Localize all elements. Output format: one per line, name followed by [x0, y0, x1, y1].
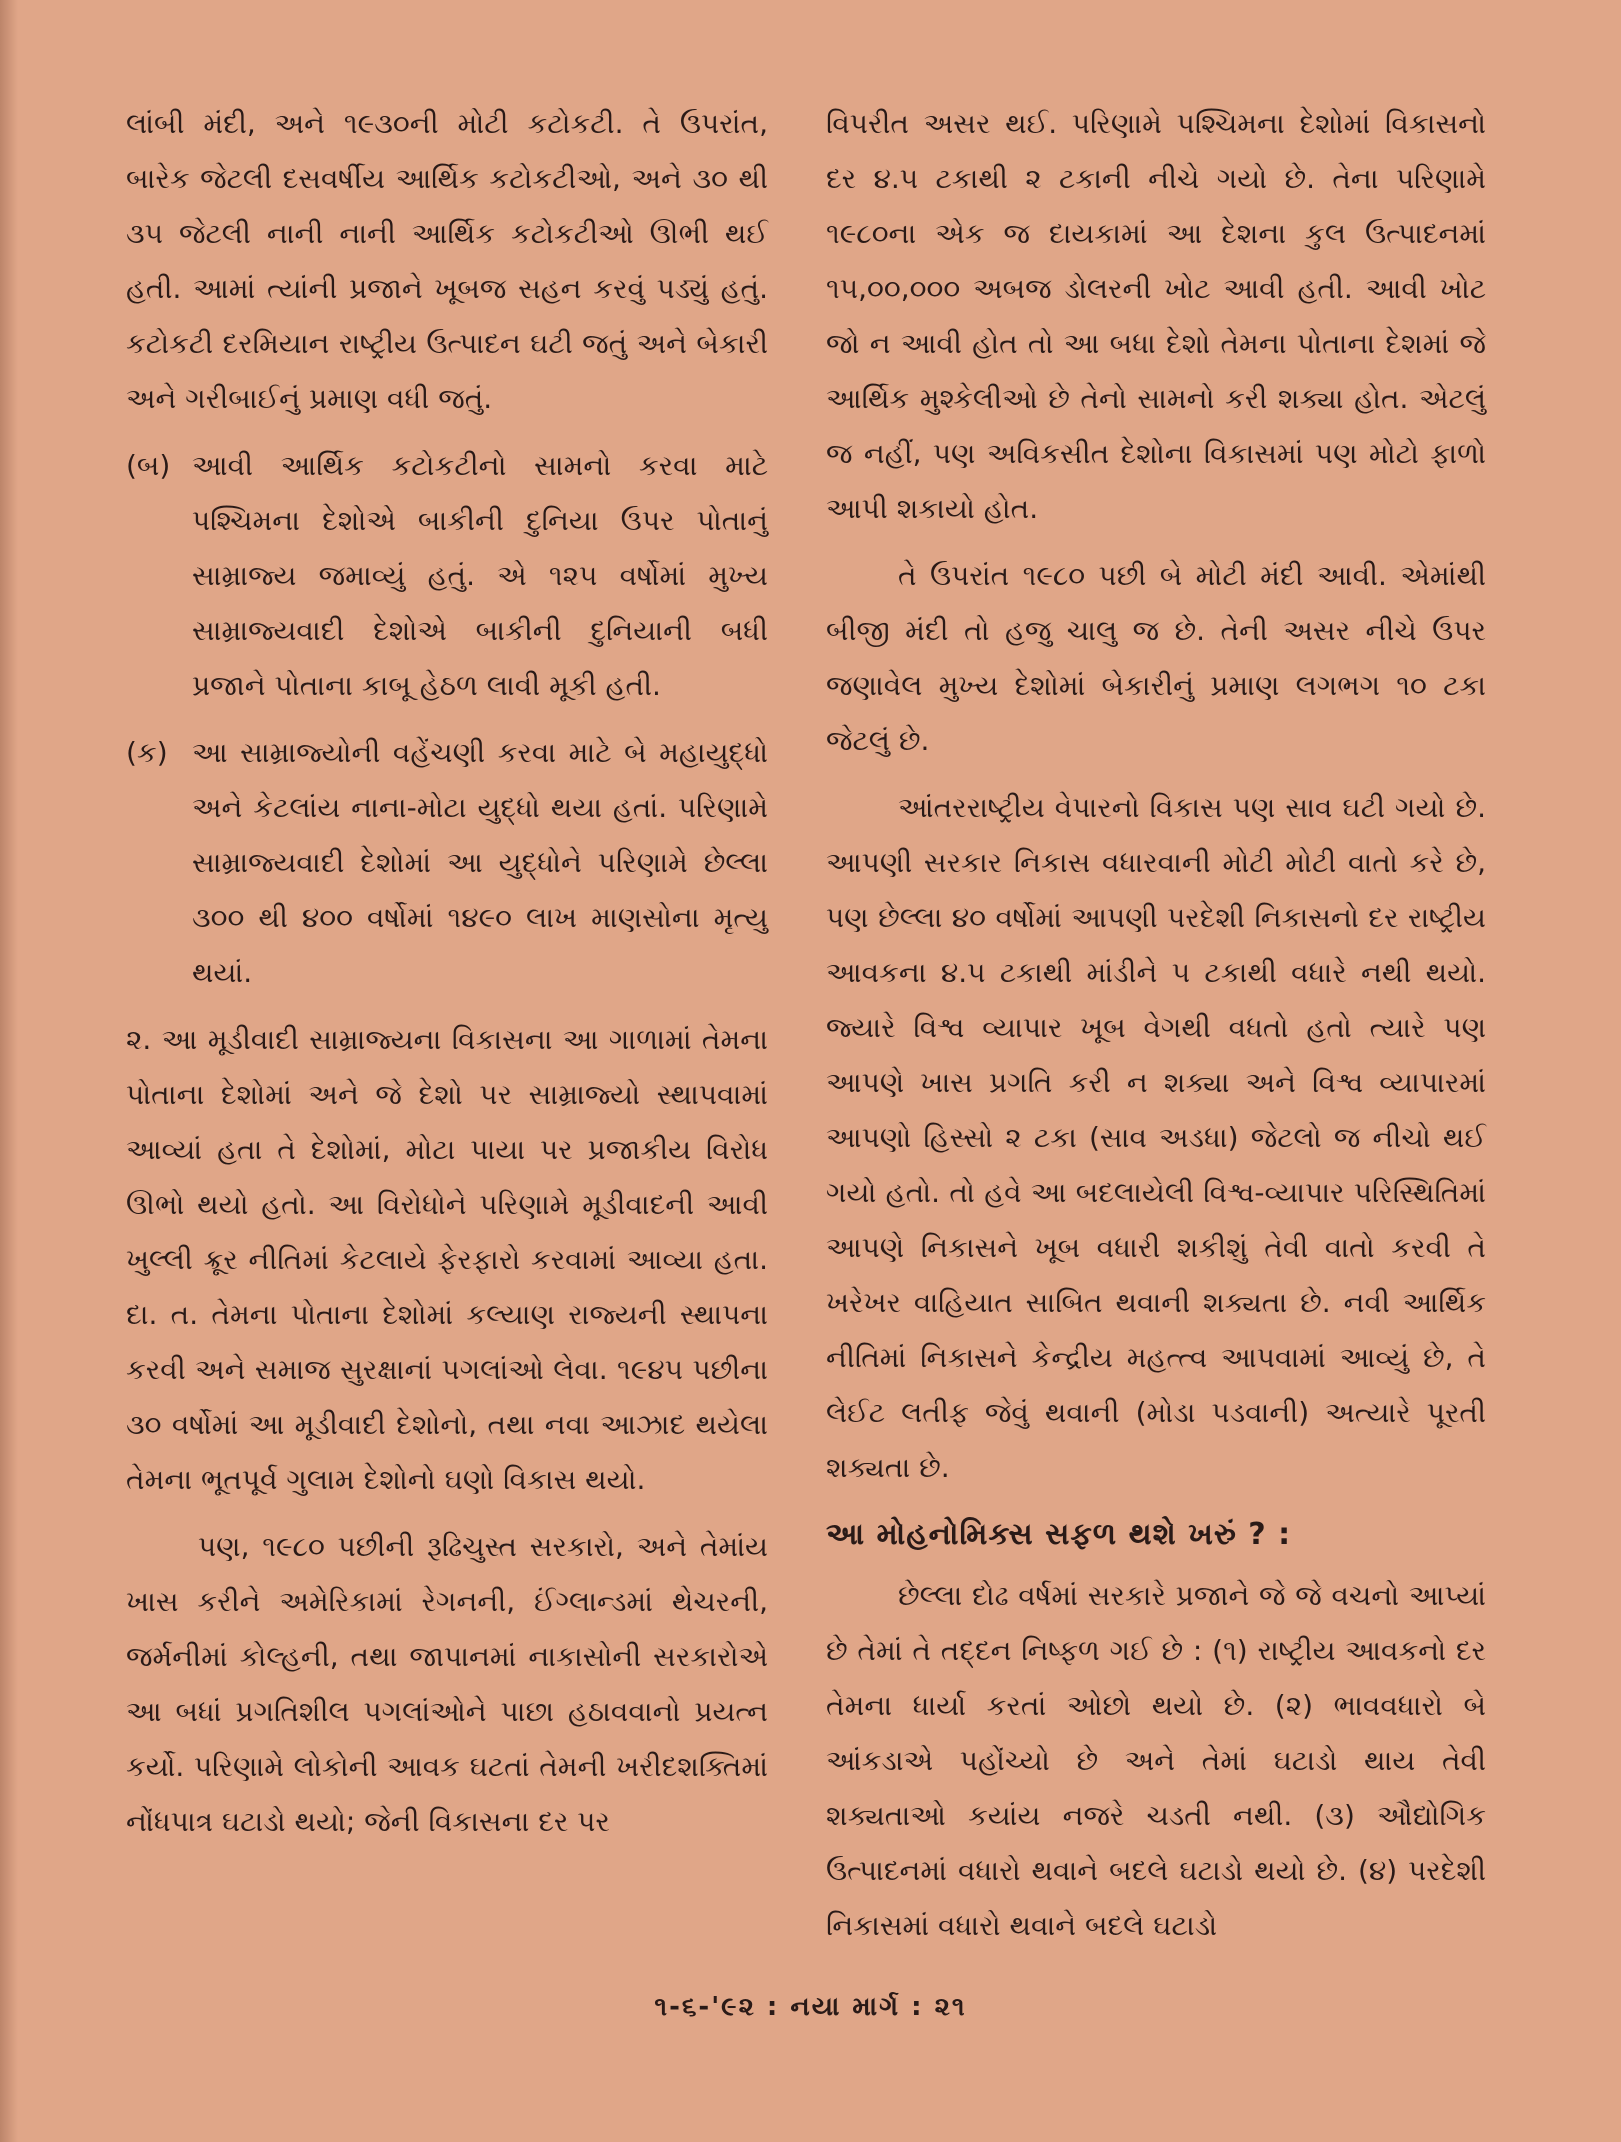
- point-2-paragraph: ૨. આ મૂડીવાદી સામ્રાજ્યના વિકાસના આ ગાળામાં તેમના પોતાના દેશોમાં અને જે દેશો પર સામ્રાજ્યો સ્થાપવામાં આવ્યાં હતા તે દેશોમાં, મોટા પાયા પર પ્રજાકીય વિરોધ ઊભો થયો હતો. આ વિરોધોને પરિણામે મૂડીવાદની આવી ખુલ્લી ક્રૂર નીતિમાં કેટલાયે ફેરફારો કરવામાં આવ્યા હતા. દા. ત. તેમના પોતાના દેશોમાં કલ્યાણ રાજ્યની સ્થાપના કરવી અને સમાજ સુરક્ષાનાં પગલાંઓ લેવા. ૧૯૪૫ પછીના ૩૦ વર્ષોમાં આ મૂડીવાદી દેશોનો, તથા નવા આઝાદ થયેલા તેમના ભૂતપૂર્વ ગુલામ દેશોનો ઘણો વિકાસ થયો.: [126, 1023, 768, 1496]
- trade-paragraph: આંતરરાષ્ટ્રીય વેપારનો વિકાસ પણ સાવ ઘટી ગયો છે. આપણી સરકાર નિકાસ વધારવાની મોટી મોટી વાતો કરે છે, પણ છેલ્લા ૪૦ વર્ષોમાં આપણી પરદેશી નિકાસનો દર રાષ્ટ્રીય આવકના ૪.૫ ટકાથી માંડીને ૫ ટકાથી વધારે નથી થયો. જ્યારે વિશ્વ વ્યાપાર ખૂબ વેગથી વધતો હતો ત્યારે પણ આપણે ખાસ પ્રગતિ કરી ન શક્યા અને વિશ્વ વ્યાપારમાં આપણો હિસ્સો ૨ ટકા (સાવ અડધા) જેટલો જ નીચો થઈ ગયો હતો. તો હવે આ બદલાયેલી વિશ્વ-વ્યાપાર પરિસ્થિતિમાં આપણે નિકાસને ખૂબ વધારી શકીશું તેવી વાતો કરવી તે ખરેખર વાહિયાત સાબિત થવાની શક્યતા છે. નવી આર્થિક નીતિમાં નિકાસને કેન્દ્રીય મહત્ત્વ આપવામાં આવ્યું છે, તે લેઈટ લતીફ જેવું થવાની (મોડા પડવાની) અત્યારે પૂરતી શક્યતા છે.: [826, 791, 1486, 1484]
- list-text-k: આ સામ્રાજ્યોની વહેંચણી કરવા માટે બે મહાયુદ્ધો અને કેટલાંય નાના-મોટા યુદ્ધો થયા હતાં. પરિણામે સામ્રાજ્યવાદી દેશોમાં આ યુદ્ધોને પરિણામે છેલ્લા ૩૦૦ થી ૪૦૦ વર્ષોમાં ૧૪૯૦ લાખ માણસોના મૃત્યુ થયાં.: [192, 736, 768, 989]
- continuation-paragraph: વિપરીત અસર થઈ. પરિણામે પશ્ચિમના દેશોમાં વિકાસનો દર ૪.૫ ટકાથી ૨ ટકાની નીચે ગયો છે. તેના પરિણામે ૧૯૮૦ના એક જ દાયકામાં આ દેશના કુલ ઉત્પાદનમાં ૧૫,૦૦,૦૦૦ અબજ ડોલરની ખોટ આવી હતી. આવી ખોટ જો ન આવી હોત તો આ બધા દેશો તેમના પોતાના દેશમાં જે આર્થિક મુશ્કેલીઓ છે તેનો સામનો કરી શક્યા હોત. એટલું જ નહીં, પણ અવિકસીત દેશોના વિકાસમાં પણ મોટો ફાળો આપી શકાયો હોત.: [826, 107, 1486, 525]
- list-text-b: આવી આર્થિક કટોકટીનો સામનો કરવા માટે પશ્ચિમના દેશોએ બાકીની દુનિયા ઉપર પોતાનું સામ્રાજ્ય જમાવ્યું હતું. એ ૧૨૫ વર્ષોમાં મુખ્ય સામ્રાજ્યવાદી દેશોએ બાકીની દુનિયાની બધી પ્રજાને પોતાના કાબૂ હેઠળ લાવી મૂકી હતી.: [192, 449, 768, 702]
- intro-paragraph: લાંબી મંદી, અને ૧૯૩૦ની મોટી કટોકટી. તે ઉપરાંત, બારેક જેટલી દસવર્ષીય આર્થિક કટોકટીઓ, અને ૩૦ થી ૩૫ જેટલી નાની નાની આર્થિક કટોકટીઓ ઊભી થઈ હતી. આમાં ત્યાંની પ્રજાને ખૂબજ સહન કરવું પડ્યું હતું. કટોકટી દરમિયાન રાષ્ટ્રીય ઉત્પાદન ઘટી જતું અને બેકારી અને ગરીબાઈનું પ્રમાણ વધી જતું.: [126, 107, 768, 415]
- promises-paragraph: છેલ્લા દોઢ વર્ષમાં સરકારે પ્રજાને જે જે વચનો આપ્યાં છે તેમાં તે તદ્દન નિષ્ફળ ગઈ છે : (૧) રાષ્ટ્રીય આવકનો દર તેમના ધાર્યા કરતાં ઓછો થયો છે. (૨) ભાવવધારો બે આંકડાએ પહોંચ્યો છે અને તેમાં ઘટાડો થાય તેવી શક્યતાઓ કયાંય નજરે ચડતી નથી. (૩) ઔદ્યોગિક ઉત્પાદનમાં વધારો થવાને બદલે ઘટાડો થયો છે. (૪) પરદેશી નિકાસમાં વધારો થવાને બદલે ઘટાડો: [826, 1579, 1486, 1942]
- section-heading: આ મોહનોમિક્સ સફળ થશે ખરું ? :: [826, 1517, 1292, 1552]
- list-item-k: [126, 725, 768, 1000]
- page-edge-shadow: [0, 0, 18, 2142]
- left-column: [126, 96, 768, 1861]
- list-marker-b: (બ): [126, 449, 171, 482]
- after-1980-paragraph: પણ, ૧૯૮૦ પછીની રૂઢિચુસ્ત સરકારો, અને તેમાંય ખાસ કરીને અમેરિકામાં રેગનની, ઈંગ્લાન્ડમાં થેચરની, જર્મનીમાં કોલ્હની, તથા જાપાનમાં નાકાસોની સરકારોએ આ બધાં પ્રગતિશીલ પગલાંઓને પાછા હઠાવવાનો પ્રયત્ન કર્યો. પરિણામે લોકોની આવક ઘટતાં તેમની ખરીદશક્તિમાં નોંધપાત્ર ઘટાડો થયો; જેની વિકાસના દર પર: [126, 1530, 768, 1838]
- right-column: [826, 96, 1486, 1965]
- list-marker-k: (ક): [126, 736, 168, 769]
- page-footer: ૧-૬-'૯૨ : નયા માર્ગ : ૨૧: [654, 1992, 967, 2022]
- recession-paragraph: તે ઉપરાંત ૧૯૮૦ પછી બે મોટી મંદી આવી. એમાંથી બીજી મંદી તો હજુ ચાલુ જ છે. તેની અસર નીચે ઉપર જણાવેલ મુખ્ય દેશોમાં બેકારીનું પ્રમાણ લગભગ ૧૦ ટકા જેટલું છે.: [826, 559, 1486, 757]
- list-item-b: [126, 438, 768, 713]
